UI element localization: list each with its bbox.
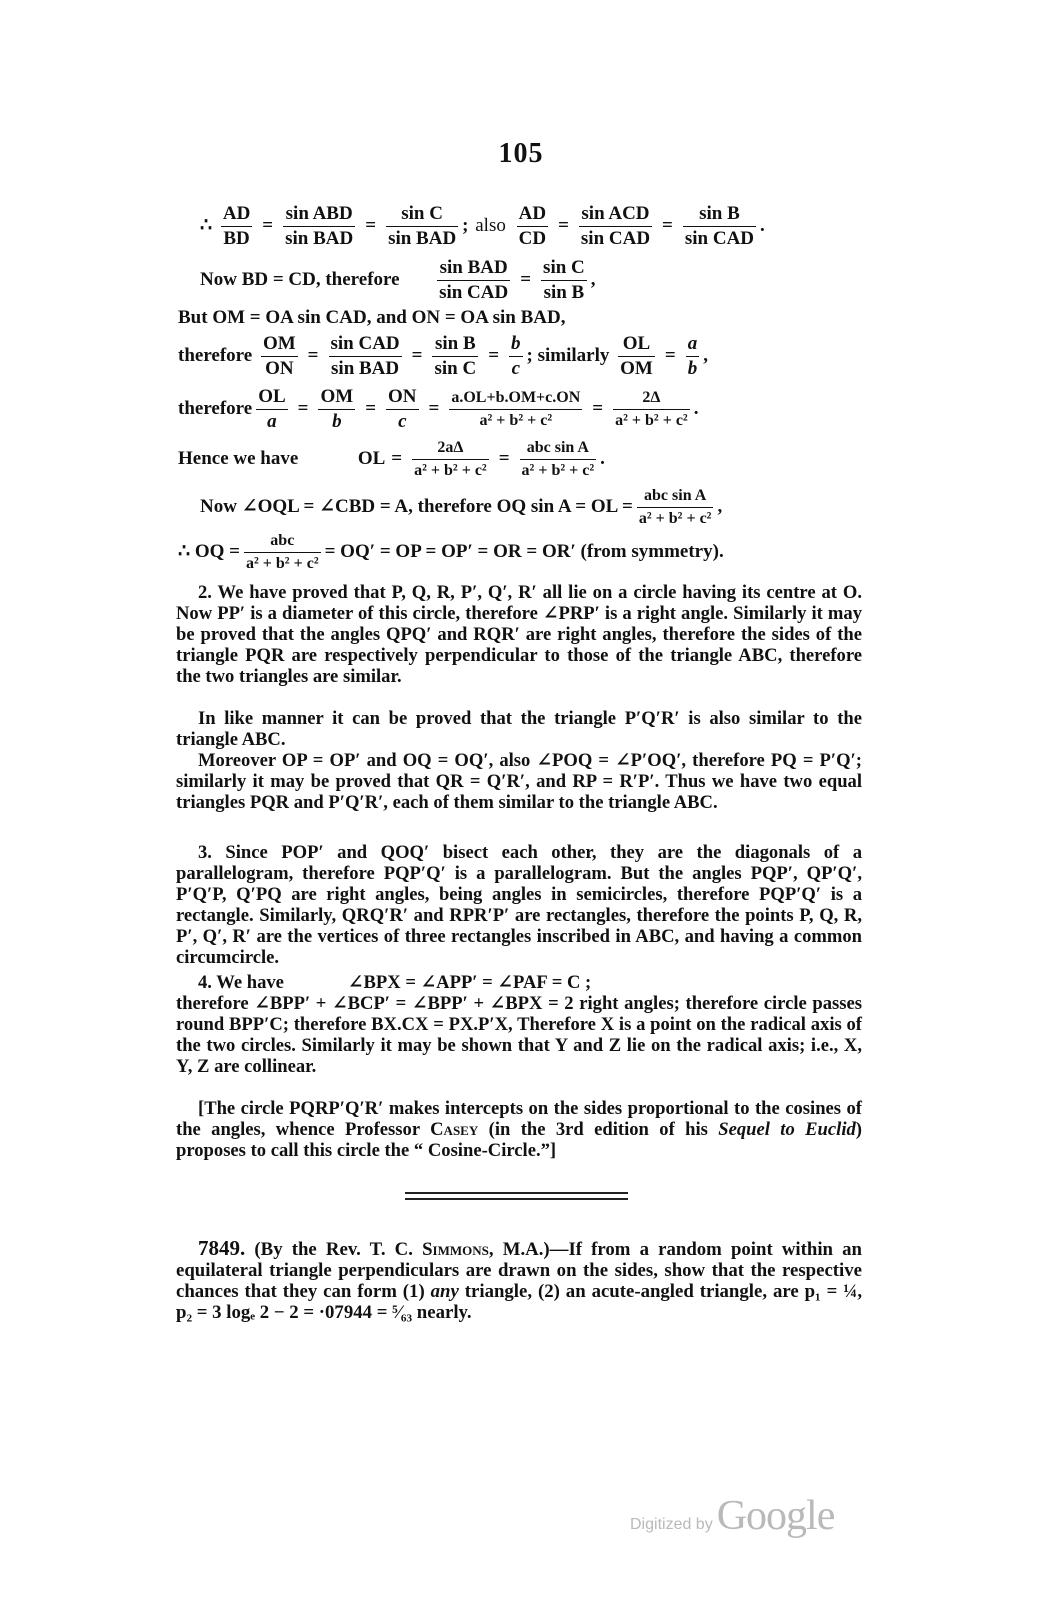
fraction: $\frac{\text{sin B}}{\text{sin C}}$ [434, 333, 477, 379]
fraction: $\frac{\text{sin CAD}}{\text{sin BAD}}$ [330, 333, 400, 379]
fraction: $\frac{OM}{b}$ [320, 386, 354, 432]
paragraph-2b: In like manner it can be proved that the triangle P′Q′R′ is also similar to the triangle ABC. [176, 708, 862, 750]
equation-2: Now BD = CD, therefore $\frac{\text{sin BAD}}{\text{sin CAD}}$ = $\frac{\text{sin C}}{\text{sin B}}$ , [200, 257, 596, 303]
problem-author: Simmons [422, 1239, 489, 1260]
author-name: Casey [430, 1119, 479, 1140]
fraction: $\frac{OM}{ON}$ [262, 333, 296, 379]
fraction: $\frac{2a\Delta}{\text{a² + b² + c²}}$ [414, 439, 487, 479]
fraction: $\frac{b}{c}$ [511, 333, 521, 379]
section-divider-bottom [405, 1198, 628, 1200]
fraction: $\frac{ON}{c}$ [388, 386, 417, 432]
section-divider-top [405, 1192, 628, 1194]
page-number: 105 [498, 138, 544, 169]
fraction: $\frac{\text{sin C}}{\text{sin BAD}}$ [388, 203, 457, 249]
fraction: $\frac{OL}{OM}$ [620, 333, 653, 379]
paragraph-5: [The circle PQRP′Q′R′ makes intercepts on the sides proportional to the cosines of the angles, whence Professor Casey (in the 3rd edition of his Sequel to Euclid) proposes to call this circle the “ Cosine-Circle.”] [176, 1098, 862, 1161]
paragraph-2c: Moreover OP = OP′ and OQ = OQ′, also ∠POQ = ∠P′OQ′, therefore PQ = P′Q′; similarly it may be proved that QR = Q′R′, and RP = R′P′. Thus we have two equal triangles PQR and P′Q′R′, each of them similar to the triangle ABC. [176, 750, 862, 813]
fraction: $\frac{OL}{a}$ [258, 386, 286, 432]
book-title: Sequel to Euclid [718, 1119, 856, 1140]
equation-1: ∴ $\frac{AD}{BD}$ = $\frac{\text{sin ABD}}{\text{sin BAD}}$ = $\frac{\text{sin C}}{\text{sin BAD}}$ ; also $\frac{AD}{CD}$ = $\frac{\text{sin ACD}}{\text{sin CAD}}$ = $\frac{\text{sin B}}{\text{sin CAD}}$ . [200, 203, 765, 249]
equation-8: ∴ OQ = $\frac{\text{abc}}{\text{a² + b² + c²}}$ = OQ′ = OP = OP′ = OR = OR′ (from symmetry). [178, 530, 724, 575]
fraction: $\frac{a.OL+b.OM+c.ON}{\text{a² + b² + c²}}$ [451, 389, 581, 429]
fraction: $\frac{\text{sin B}}{\text{sin CAD}}$ [684, 203, 755, 249]
fraction: $\frac{a}{b}$ [687, 333, 698, 379]
paragraph-3: 3. Since POP′ and QOQ′ bisect each other, they are the diagonals of a parallelogram, therefore PQP′Q′ is a parallelogram. But the angles PQP′, QP′Q′, P′Q′P, Q′PQ are right angles, being angles in semicircles, therefore PQP′Q′ is a rectangle. Similarly, QRQ′R′ and RPR′P′ are rectangles, therefore the points P, Q, R, P′, Q′, R′ are the vertices of three rectangles inscribed in ABC, and having a common circumcircle. [176, 842, 862, 968]
fraction: $\frac{AD}{CD}$ [518, 203, 547, 249]
paragraph-4-line1: 4. We have ∠BPX = ∠APP′ = ∠PAF = C ; [198, 972, 592, 993]
therefore-symbol: ∴ [200, 214, 213, 236]
fraction: $\frac{\text{abc sin A}}{\text{a² + b² + c²}}$ [638, 487, 712, 527]
paragraph-4: therefore ∠BPP′ + ∠BCP′ = ∠BPP′ + ∠BPX = 2 right angles; therefore circle passes round BPP′C; therefore BX.CX = PX.P′X, Therefore X is a point on the radical axis of the two circles. Similarly it may be shown that Y and Z lie on the radical axis; i.e., X, Y, Z are collinear. [176, 993, 862, 1077]
problem-7849: 7849. (By the Rev. T. C. Simmons, M.A.)—If from a random point within an equilateral triangle perpendiculars are drawn on the sides, show that the respective chances that they can form (1) any triangle, (2) an acute-angled triangle, are p₁ = ¼, p₂ = 3 logₑ 2 − 2 = ·07944 = ⁵⁄₆₃ nearly. [176, 1236, 863, 1323]
equation-5: therefore $\frac{OL}{a}$ = $\frac{OM}{b}$ = $\frac{ON}{c}$ = $\frac{a.OL+b.OM+c.ON}{\text{a² + b² + c²}}$ = $\frac{2\Delta}{\text{a² + b² + c²}}$ . [178, 386, 699, 432]
equation-6: Hence we have OL = $\frac{2a\Delta}{\text{a² + b² + c²}}$ = $\frac{\text{abc sin A}}{\text{a² + b² + c²}}$ . [178, 437, 605, 482]
fraction: $\frac{\text{sin C}}{\text{sin B}}$ [543, 257, 585, 303]
fraction: $\frac{\text{sin ACD}}{\text{sin CAD}}$ [580, 203, 651, 249]
fraction: $\frac{2\Delta}{\text{a² + b² + c²}}$ [615, 389, 688, 429]
fraction: $\frac{\text{abc}}{\text{a² + b² + c²}}$ [245, 532, 319, 572]
fraction: $\frac{\text{sin ABD}}{\text{sin BAD}}$ [285, 203, 354, 249]
equation-3: But OM = OA sin CAD, and ON = OA sin BAD, [178, 307, 566, 328]
digitized-by-google-watermark: Digitized byGoogle [630, 1493, 835, 1539]
paragraph-2: 2. We have proved that P, Q, R, P′, Q′, R′ all lie on a circle having its centre at O. Now PP′ is a diameter of this circle, therefore ∠PRP′ is a right angle. Similarly it may be proved that the angles QPQ′ and RQR′ are right angles, therefore the sides of the triangle PQR are respectively perpendicular to those of the triangle ABC, therefore the two triangles are similar. [176, 582, 862, 687]
equation-4: therefore $\frac{OM}{ON}$ = $\frac{\text{sin CAD}}{\text{sin BAD}}$ = $\frac{\text{sin B}}{\text{sin C}}$ = $\frac{b}{c}$ ; similarly $\frac{OL}{OM}$ = $\frac{a}{b}$ , [178, 333, 708, 379]
fraction: $\frac{\text{abc sin A}}{\text{a² + b² + c²}}$ [521, 439, 595, 479]
fraction: $\frac{\text{sin BAD}}{\text{sin CAD}}$ [439, 257, 509, 303]
problem-number: 7849. [198, 1236, 246, 1260]
google-logo: Google [716, 1493, 835, 1539]
equation-7: Now ∠OQL = ∠CBD = A, therefore OQ sin A = OL = $\frac{\text{abc sin A}}{\text{a² + b² + c²}}$ , [200, 485, 722, 530]
fraction: $\frac{AD}{BD}$ [222, 203, 251, 249]
